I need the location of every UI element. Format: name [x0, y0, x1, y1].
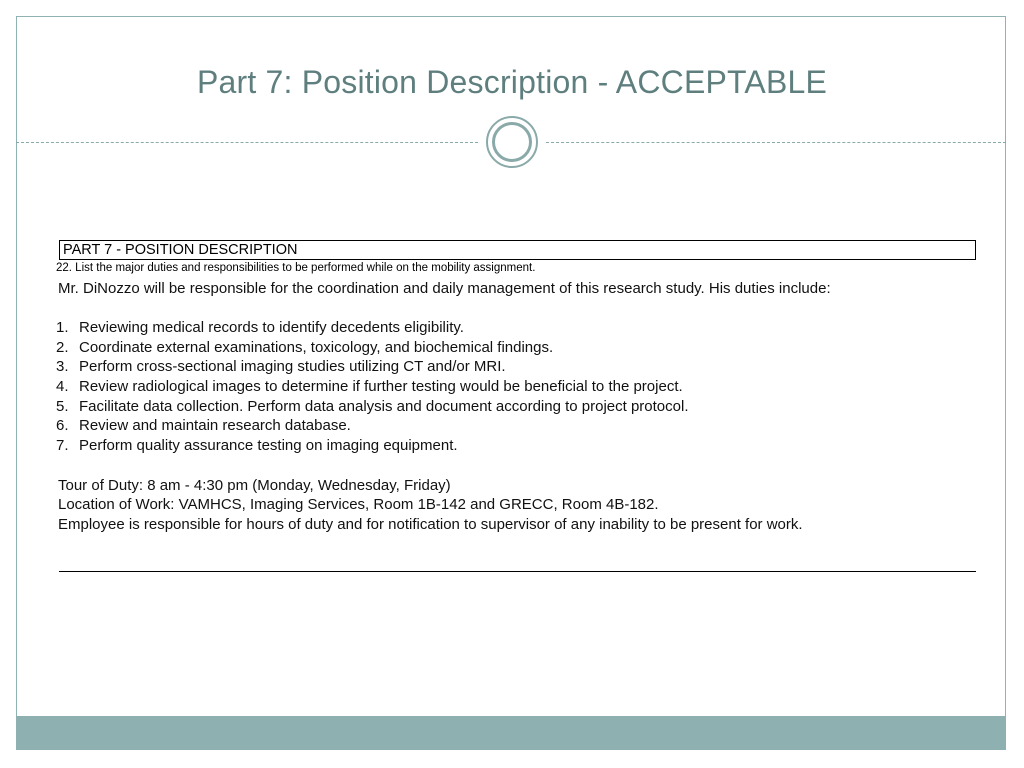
section-bottom-rule: [59, 571, 976, 572]
list-item: [56, 358, 689, 378]
list-item: [56, 319, 689, 339]
footer-bar: [16, 716, 1006, 750]
duty-list: [56, 319, 689, 457]
intro-text: Mr. DiNozzo will be responsible for the coordination and daily management of this research study. His duties include:: [58, 280, 831, 297]
circle-ornament-icon: [486, 116, 538, 168]
title-divider-left: [16, 142, 478, 143]
list-item: [56, 437, 689, 457]
list-item: [56, 378, 689, 398]
list-item: [56, 417, 689, 437]
duty-text: Reviewing medical records to identify decedents eligibility.: [79, 319, 464, 336]
duty-text: Facilitate data collection. Perform data analysis and document according to project protocol.: [79, 397, 689, 415]
duty-text: Perform cross-sectional imaging studies utilizing CT and/or MRI.: [79, 358, 506, 376]
duty-number: 7.: [56, 437, 69, 455]
duty-text: Review radiological images to determine if further testing would be beneficial to the project.: [79, 378, 683, 396]
duty-number: 3.: [56, 358, 69, 376]
slide-title: Part 7: Position Description - ACCEPTABLE: [196, 64, 828, 100]
question-text: 22. List the major duties and responsibilities to be performed while on the mobility assignment.: [56, 262, 536, 274]
tour-of-duty: Tour of Duty: 8 am - 4:30 pm (Monday, Wednesday, Friday): [58, 477, 451, 494]
duty-number: 1.: [56, 319, 69, 336]
duty-text: Review and maintain research database.: [79, 417, 351, 435]
duty-text: Coordinate external examinations, toxicology, and biochemical findings.: [79, 338, 554, 356]
list-item: [56, 339, 689, 359]
location-of-work: Location of Work: VAMHCS, Imaging Services, Room 1B-142 and GRECC, Room 4B-182.: [58, 496, 659, 513]
duty-number: 5.: [56, 397, 69, 415]
duty-number: 6.: [56, 417, 69, 435]
title-divider-right: [546, 142, 1006, 143]
duty-number: 2.: [56, 338, 69, 356]
duty-number: 4.: [56, 378, 69, 396]
section-header: PART 7 - POSITION DESCRIPTION: [59, 240, 976, 260]
duty-text: Perform quality assurance testing on imaging equipment.: [79, 437, 458, 455]
responsibility-note: Employee is responsible for hours of duty and for notification to supervisor of any inability to be present for work.: [58, 516, 803, 533]
list-item: [56, 398, 689, 418]
